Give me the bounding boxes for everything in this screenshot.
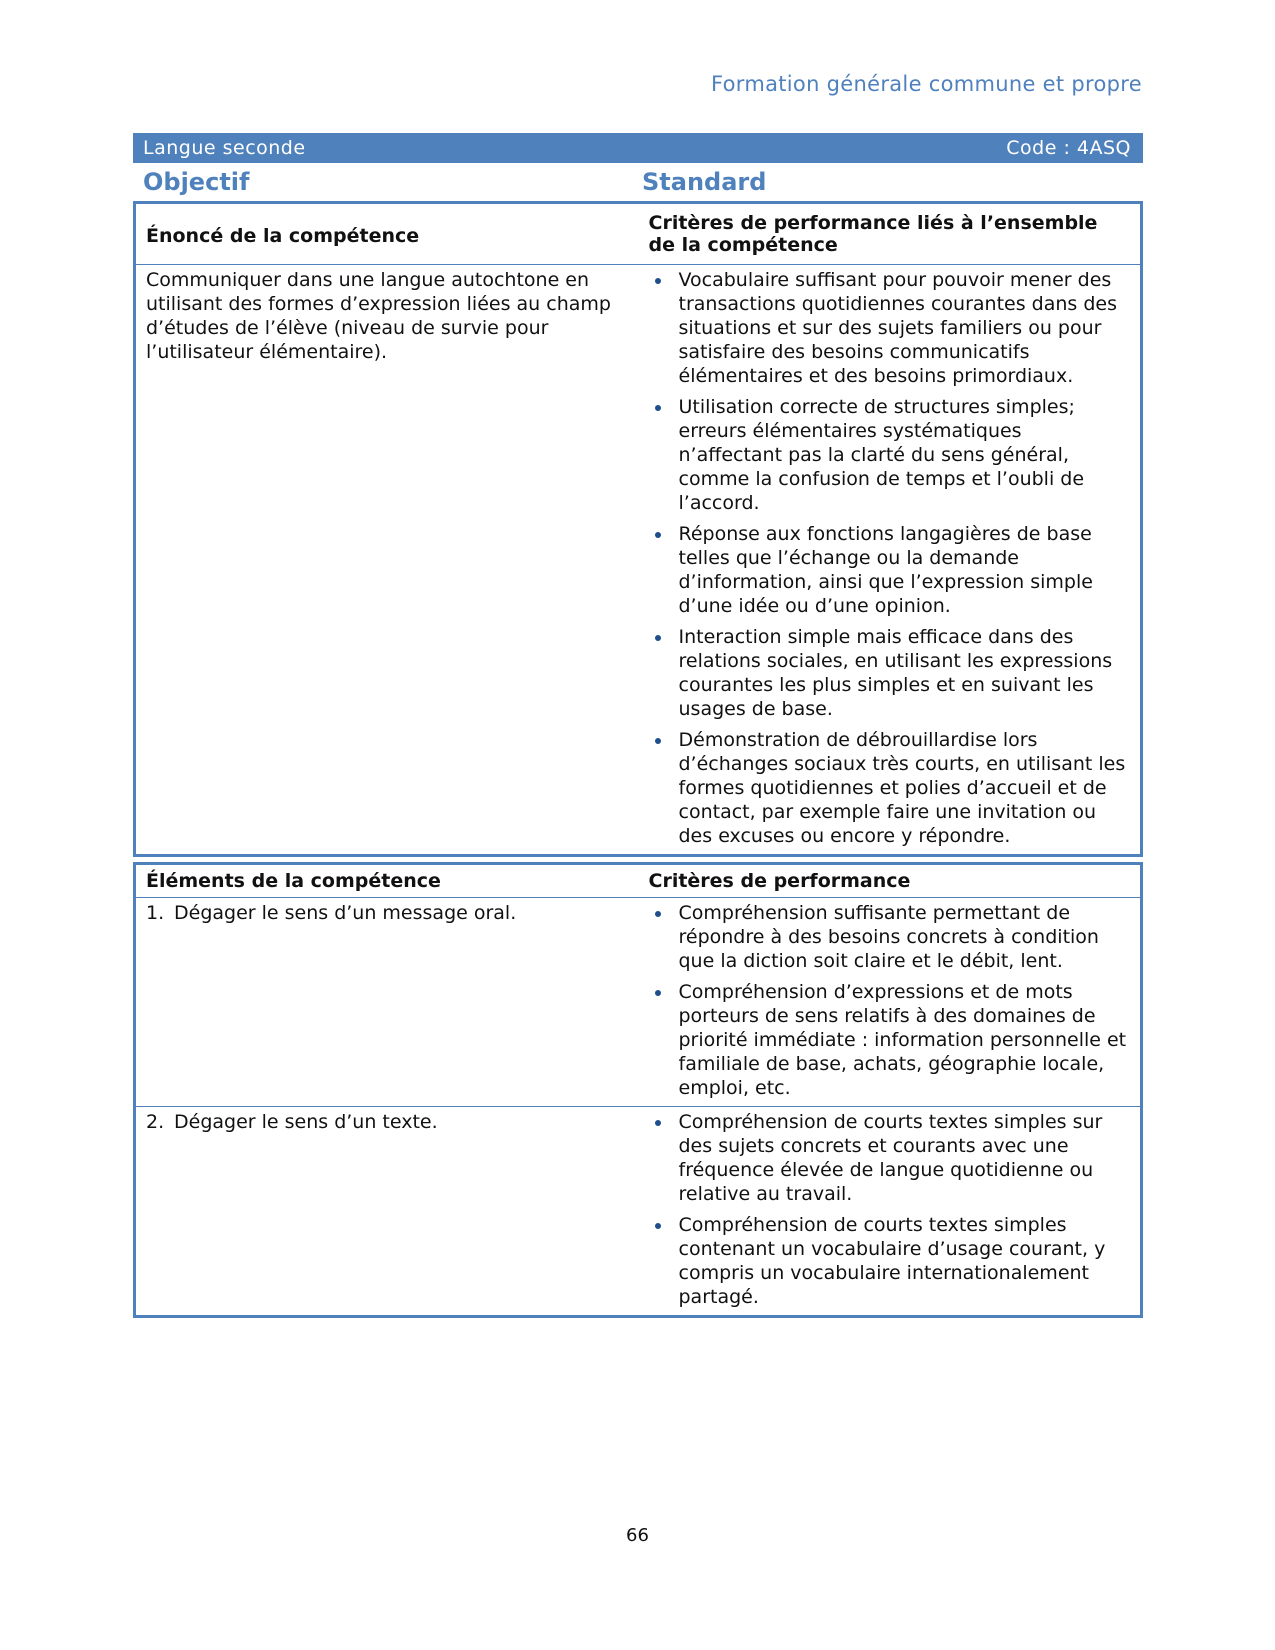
bullet-icon bbox=[655, 1223, 661, 1229]
list-item: Réponse aux fonctions langagières de base telles que l’échange ou la demande d’information, ainsi que l’expression simple d’une idée ou d’une opinion. bbox=[649, 522, 1131, 618]
table-row bbox=[135, 265, 1142, 856]
list-item: Interaction simple mais efficace dans des relations sociales, en utilisant les expressions courantes les plus simples et en suivant les usages de base. bbox=[649, 625, 1131, 721]
element-number: 2. bbox=[146, 1111, 165, 1133]
list-item: Vocabulaire suffisant pour pouvoir mener des transactions quotidiennes courantes dans des situations et sur des sujets familiers ou pour satisfaire des besoins communicatifs élémentaires et des besoins primordiaux. bbox=[649, 268, 1131, 388]
list-item: Compréhension d’expressions et de mots porteurs de sens relatifs à des domaines de priorité immédiate : information personnelle et familiale de base, achats, géographie locale, emploi, etc. bbox=[649, 980, 1131, 1100]
table-header-row bbox=[135, 203, 1142, 265]
global-criteria-header: Critères de performance liés à l’ensemble de la compétence bbox=[637, 203, 1142, 265]
bullet-icon bbox=[655, 738, 661, 744]
competency-statement: Communiquer dans une langue autochtone en utilisant des formes d’expression liées au champ d’études de l’élève (niveau de survie pour l’utilisateur élémentaire). bbox=[146, 269, 611, 363]
objectif-title: Objectif bbox=[143, 168, 250, 196]
standard-title: Standard bbox=[642, 168, 767, 196]
running-head: Formation générale commune et propre bbox=[710, 72, 1142, 96]
list-item: Démonstration de débrouillardise lors d’échanges sociaux très courts, en utilisant les formes quotidiennes et polies d’accueil et de contact, par exemple faire une invitation ou des excuses ou encore y répondre. bbox=[649, 728, 1131, 848]
statement-header: Énoncé de la compétence bbox=[135, 203, 637, 265]
table-header-row bbox=[135, 864, 1142, 898]
list-item: Compréhension de courts textes simples sur des sujets concrets et courants avec une fréquence élevée de langue quotidienne ou relative au travail. bbox=[649, 1110, 1131, 1206]
subject-label: Langue seconde bbox=[143, 137, 306, 159]
elements-header: Éléments de la compétence bbox=[135, 864, 637, 898]
element-number: 1. bbox=[146, 902, 165, 924]
bullet-icon bbox=[655, 990, 661, 996]
table-row bbox=[135, 898, 1142, 1107]
element-text: Dégager le sens d’un message oral. bbox=[174, 902, 517, 924]
list-item: Utilisation correcte de structures simples; erreurs élémentaires systématiques n’affectant pas la clarté du sens général, comme la confusion de temps et l’oubli de l’accord. bbox=[649, 395, 1131, 515]
global-criteria-list bbox=[649, 268, 1131, 848]
bullet-icon bbox=[655, 1120, 661, 1126]
bullet-icon bbox=[655, 532, 661, 538]
element-text: Dégager le sens d’un texte. bbox=[174, 1111, 438, 1133]
criteria-list bbox=[649, 1110, 1131, 1309]
table-row bbox=[135, 1107, 1142, 1317]
course-code: Code : 4ASQ bbox=[1006, 137, 1131, 159]
element-item bbox=[146, 1110, 627, 1134]
criteria-list bbox=[649, 901, 1131, 1100]
subject-bar bbox=[133, 133, 1143, 163]
page-number: 66 bbox=[626, 1525, 649, 1546]
list-item: Compréhension de courts textes simples contenant un vocabulaire d’usage courant, y compris un vocabulaire internationalement partagé. bbox=[649, 1213, 1131, 1309]
competency-statement-table bbox=[133, 201, 1143, 857]
list-item: Compréhension suffisante permettant de répondre à des besoins concrets à condition que la diction soit claire et le débit, lent. bbox=[649, 901, 1131, 973]
competency-page bbox=[133, 133, 1143, 1318]
bullet-icon bbox=[655, 278, 661, 284]
column-titles bbox=[133, 163, 1143, 201]
element-item bbox=[146, 901, 627, 925]
bullet-icon bbox=[655, 635, 661, 641]
bullet-icon bbox=[655, 911, 661, 917]
competency-elements-table bbox=[133, 862, 1143, 1318]
criteria-header: Critères de performance bbox=[637, 864, 1142, 898]
bullet-icon bbox=[655, 405, 661, 411]
